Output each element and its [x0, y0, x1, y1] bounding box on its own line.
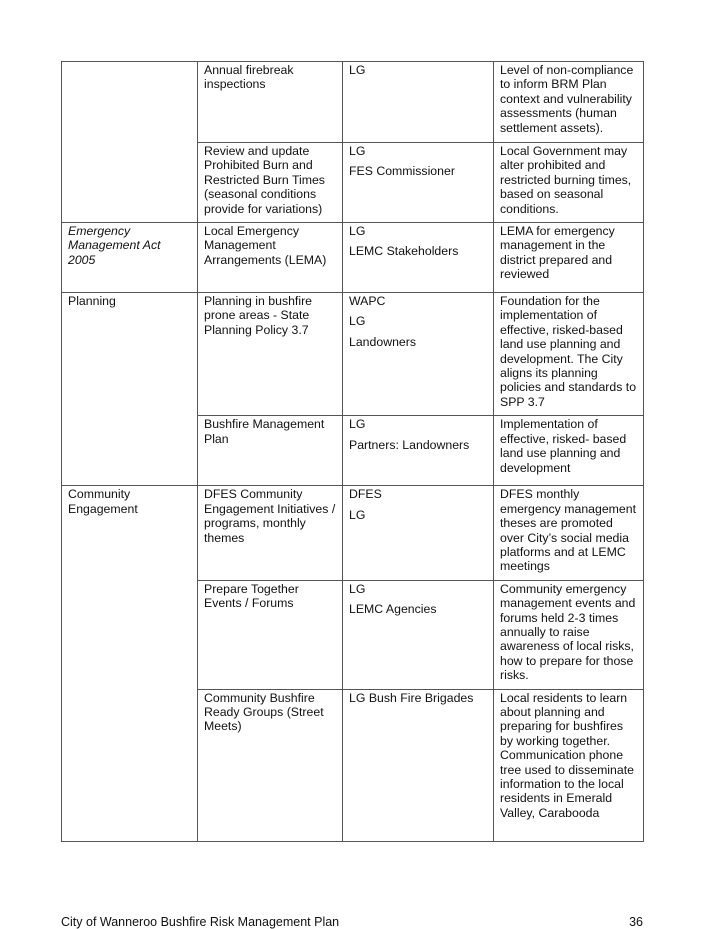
- outcome-cell: Foundation for the implementation of effective, risked-based land use planning and development. The City aligns its planning policies and standards to SPP 3.7: [494, 293, 644, 416]
- category-cell: [62, 62, 198, 223]
- action-cell: Prepare Together Events / Forums: [198, 580, 343, 689]
- responsible-party: LG: [349, 507, 366, 522]
- responsible-cell: [343, 486, 494, 580]
- responsible-party: LG: [349, 581, 366, 596]
- outcome-cell: Community emergency management events and forums held 2-3 times annually to raise awareness of local risks, how to prepare for those risks.: [494, 580, 644, 689]
- table-row: [62, 486, 644, 580]
- responsible-party: LEMC Agencies: [349, 602, 437, 617]
- outcome-cell: Local Government may alter prohibited and restricted burning times, based on seasonal conditions.: [494, 143, 644, 223]
- outcome-cell: LEMA for emergency management in the district prepared and reviewed: [494, 223, 644, 293]
- action-cell: Planning in bushfire prone areas - State Planning Policy 3.7: [198, 293, 343, 416]
- action-cell: Review and update Prohibited Burn and Restricted Burn Times (seasonal conditions provide for variations): [198, 143, 343, 223]
- responsible-party: LG: [349, 224, 366, 239]
- outcome-cell: Implementation of effective, risked- based land use planning and development: [494, 416, 644, 486]
- treatment-table: [61, 61, 644, 842]
- responsible-cell: [343, 416, 494, 486]
- responsible-party: Landowners: [349, 334, 416, 349]
- action-cell: Bushfire Management Plan: [198, 416, 343, 486]
- page-footer: [61, 915, 643, 929]
- responsible-cell: [343, 580, 494, 689]
- table-body: [62, 62, 644, 842]
- footer-title: City of Wanneroo Bushfire Risk Management Plan: [61, 915, 340, 929]
- responsible-party: LEMC Stakeholders: [349, 244, 459, 259]
- table-row: [62, 223, 644, 293]
- outcome-cell: DFES monthly emergency management theses are promoted over City’s social media platforms and at LEMC meetings: [494, 486, 644, 580]
- outcome-cell: Level of non-compliance to inform BRM Plan context and vulnerability assessments (human settlement assets).: [494, 62, 644, 143]
- responsible-party: LG: [349, 144, 366, 158]
- responsible-party: DFES: [349, 487, 382, 502]
- responsible-party: LG: [349, 417, 366, 432]
- responsible-cell: [343, 689, 494, 841]
- responsible-party: LG: [349, 314, 366, 329]
- responsible-party: WAPC: [349, 294, 386, 309]
- responsible-party: LG Bush Fire Brigades: [349, 690, 474, 705]
- outcome-cell: Local residents to learn about planning and preparing for bushfires by working together. Communication phone tree used to disseminate information to the local residents in Emerald Valley, Carabooda: [494, 689, 644, 841]
- action-cell: Community Bushfire Ready Groups (Street Meets): [198, 689, 343, 841]
- action-cell: DFES Community Engagement Initiatives / programs, monthly themes: [198, 486, 343, 580]
- responsible-cell: [343, 223, 494, 293]
- responsible-cell: [343, 143, 494, 223]
- responsible-party: FES Commissioner: [349, 164, 455, 179]
- action-cell: Annual firebreak inspections: [198, 62, 343, 143]
- responsible-party: LG: [349, 63, 366, 77]
- action-cell: Local Emergency Management Arrangements (LEMA): [198, 223, 343, 293]
- category-cell: Planning: [62, 293, 198, 486]
- category-cell: Community Engagement: [62, 486, 198, 841]
- responsible-cell: [343, 293, 494, 416]
- responsible-party: Partners: Landowners: [349, 437, 470, 452]
- page-number: 36: [629, 915, 643, 929]
- table-row: [62, 293, 644, 416]
- responsible-cell: [343, 62, 494, 143]
- table-row: [62, 62, 644, 143]
- category-cell: Emergency Management Act 2005: [62, 223, 198, 293]
